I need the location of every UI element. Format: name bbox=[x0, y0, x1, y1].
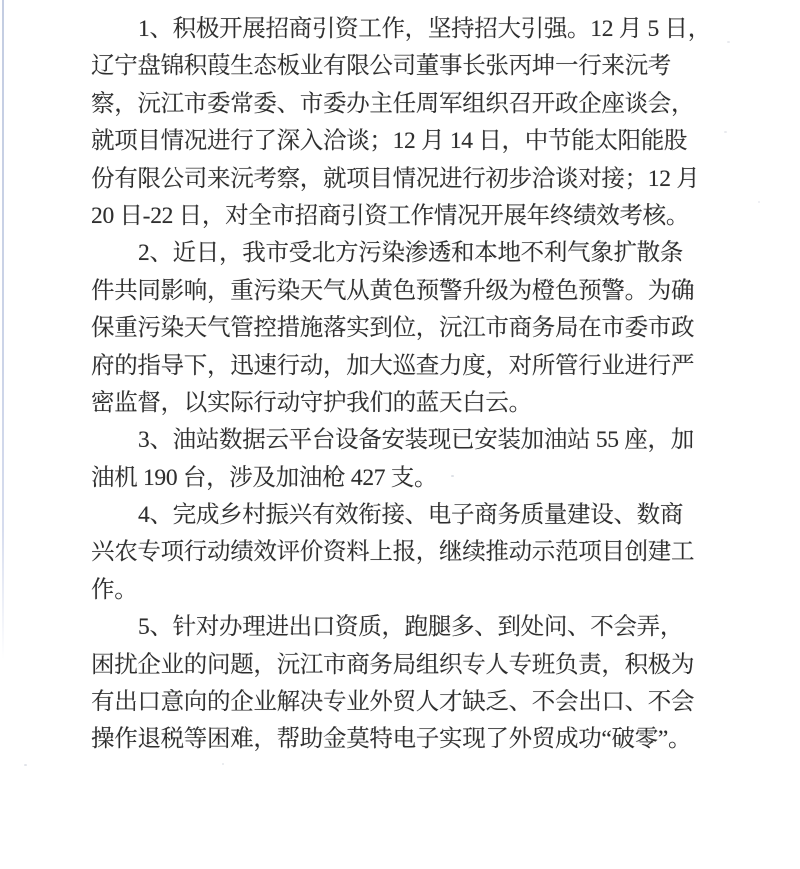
text-line: 操作退税等困难，帮助金莫特电子实现了外贸成功“破零”。 bbox=[91, 726, 692, 753]
text-line: 4、完成乡村振兴有效衔接、电子商务质量建设、数商 bbox=[138, 502, 684, 529]
scan-noise-speck bbox=[758, 201, 760, 203]
text-line: 困扰企业的问题，沅江市商务局组织专人专班负责，积极为 bbox=[91, 651, 695, 678]
document-text-block bbox=[91, 11, 713, 759]
text-line: 3、油站数据云平台设备安装现已安装加油站 55 座，加 bbox=[138, 427, 694, 454]
scan-noise-speck bbox=[24, 764, 27, 766]
text-line: 油机 190 台，涉及加油枪 427 支。 bbox=[91, 464, 438, 491]
text-line: 就项目情况进行了深入洽谈；12 月 14 日，中节能太阳能股 bbox=[91, 128, 688, 155]
paragraph-3 bbox=[91, 422, 713, 497]
text-line: 2、近日，我市受北方污染渗透和本地不利气象扩散条 bbox=[138, 240, 684, 267]
text-line: 察，沅江市委常委、市委办主任周军组织召开政企座谈会， bbox=[91, 90, 695, 117]
scan-noise-speck bbox=[724, 131, 727, 133]
paragraph-1 bbox=[91, 11, 713, 235]
paragraph-5 bbox=[91, 609, 713, 759]
text-line: 份有限公司来沅考察，就项目情况进行初步洽谈对接；12 月 bbox=[91, 165, 700, 192]
text-line: 密监督，以实际行动守护我们的蓝天白云。 bbox=[91, 389, 532, 416]
text-line: 保重污染天气管控措施落实到位，沅江市商务局在市委市政 bbox=[91, 315, 695, 342]
scanner-edge-artifact bbox=[2, 0, 4, 660]
text-line: 辽宁盘锦积葭生态板业有限公司董事长张丙坤一行来沅考 bbox=[91, 53, 671, 80]
text-line: 作。 bbox=[91, 576, 138, 603]
paragraph-4 bbox=[91, 497, 713, 609]
text-line: 20 日-22 日，对全市招商引资工作情况开展年终绩效考核。 bbox=[91, 202, 690, 229]
scan-noise-speck bbox=[222, 763, 224, 765]
paragraph-2 bbox=[91, 235, 713, 422]
text-line: 1、积极开展招商引资工作，坚持招大引强。12 月 5 日， bbox=[138, 16, 711, 42]
text-line: 兴农专项行动绩效评价资料上报，继续推动示范项目创建工 bbox=[91, 539, 695, 566]
text-line: 5、针对办理进出口资质，跑腿多、到处问、不会弄， bbox=[138, 614, 684, 641]
scan-noise-speck bbox=[727, 41, 730, 43]
text-line: 府的指导下，迅速行动，加大巡查力度，对所管行业进行严 bbox=[91, 352, 695, 379]
text-line: 件共同影响，重污染天气从黄色预警升级为橙色预警。为确 bbox=[91, 277, 695, 304]
text-line: 有出口意向的企业解决专业外贸人才缺乏、不会出口、不会 bbox=[91, 689, 695, 716]
